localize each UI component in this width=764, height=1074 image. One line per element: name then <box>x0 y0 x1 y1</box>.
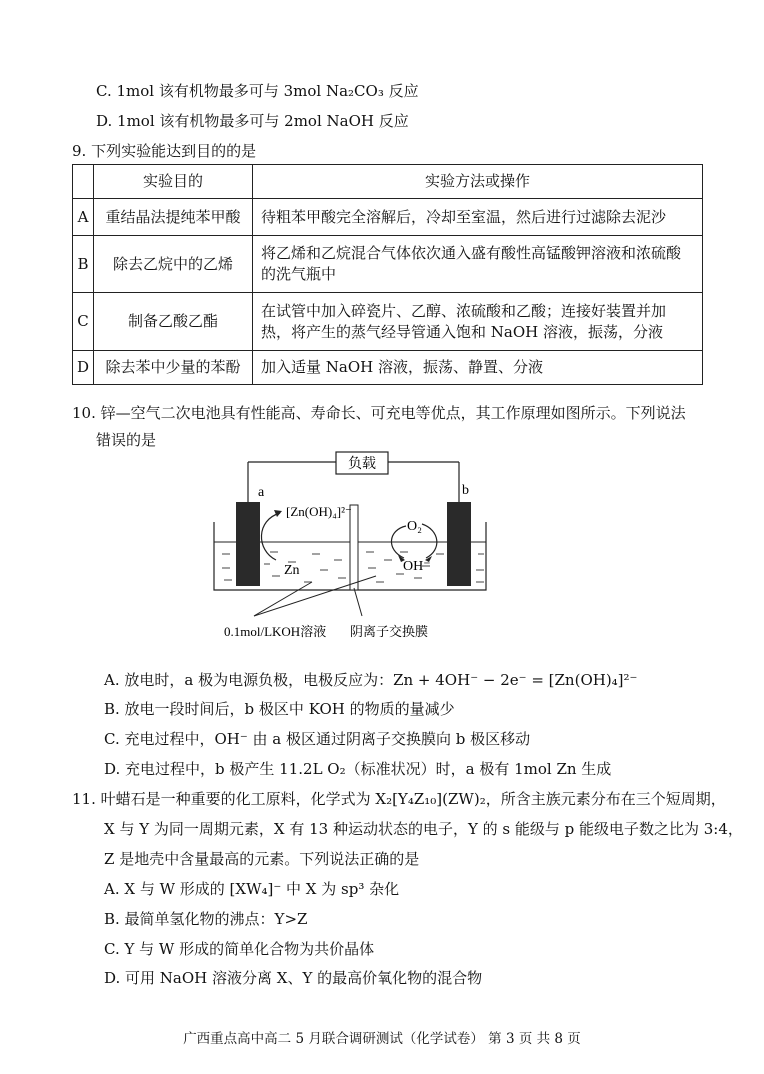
arc-arrow-oh <box>422 524 437 558</box>
table-row <box>73 236 703 293</box>
row-method: 加入适量 NaOH 溶液，振荡、静置、分液 <box>253 351 703 385</box>
q11-stem-line1: 11. 叶蜡石是一种重要的化工原料，化学式为 X₂[Y₄Z₁₀](ZW)₂，所含主族元素分布在三个短周期， <box>72 790 726 808</box>
q8-option-d: D. 1mol 该有机物最多可与 2mol NaOH 反应 <box>96 112 409 130</box>
q10-option-b: B. 放电一段时间后，b 极区中 KOH 的物质的量减少 <box>104 700 455 718</box>
row-purpose: 除去苯中少量的苯酚 <box>94 351 253 385</box>
q8-option-c: C. 1mol 该有机物最多可与 3mol Na₂CO₃ 反应 <box>96 82 419 100</box>
row-purpose: 重结晶法提纯苯甲酸 <box>94 199 253 236</box>
o2-label: O₂ <box>407 519 422 534</box>
electrode-a-label: a <box>258 485 265 500</box>
arrow-head-zincate <box>274 510 282 517</box>
table-header-row <box>73 165 703 199</box>
table-row <box>73 351 703 385</box>
zn-label: Zn <box>284 563 300 578</box>
pointer-membrane <box>354 588 362 616</box>
zincate-label: [Zn(OH)₄]²⁻ <box>286 504 352 519</box>
pointer-electrolyte-left <box>254 582 312 616</box>
page-footer: 广西重点高中高二 5 月联合调研测试（化学试卷） 第 3 页 共 8 页 <box>183 1031 581 1047</box>
electrode-b-label: b <box>462 483 469 498</box>
row-purpose: 制备乙酸乙酯 <box>94 293 253 351</box>
electrode-a <box>236 502 260 586</box>
electrolyte-label: 0.1mol/LKOH溶液 <box>224 624 327 639</box>
load-label: 负载 <box>348 457 376 472</box>
row-method: 待粗苯甲酸完全溶解后，冷却至室温，然后进行过滤除去泥沙 <box>253 199 703 236</box>
row-label: D <box>73 351 94 385</box>
membrane-label: 阴离子交换膜 <box>350 624 429 639</box>
q10-stem-line2: 错误的是 <box>96 431 157 449</box>
q11-option-d: D. 可用 NaOH 溶液分离 X、Y 的最高价氧化物的混合物 <box>104 969 483 987</box>
q10-option-a: A. 放电时，a 极为电源负极，电极反应为：Zn + 4OH⁻ − 2e⁻ = [Zn(OH)₄]²⁻ <box>104 671 638 689</box>
q11-option-a: A. X 与 W 形成的 [XW₄]⁻ 中 X 为 sp³ 杂化 <box>104 880 400 898</box>
battery-diagram <box>200 450 500 650</box>
experiment-table <box>72 164 703 385</box>
q9-stem: 9. 下列实验能达到目的的是 <box>72 142 257 160</box>
q11-option-c: C. Y 与 W 形成的简单化合物为共价晶体 <box>104 940 375 958</box>
electrode-b <box>447 502 471 586</box>
row-label: A <box>73 199 94 236</box>
row-method: 在试管中加入碎瓷片、乙醇、浓硫酸和乙酸；连接好装置并加热，将产生的蒸气经导管通入饱和 NaOH 溶液，振荡，分液 <box>253 293 703 351</box>
q11-stem-line3: Z 是地壳中含量最高的元素。下列说法正确的是 <box>104 850 420 868</box>
q11-stem-line2: X 与 Y 为同一周期元素，X 有 13 种运动状态的电子，Y 的 s 能级与 p 能级电子数之比为 3:4， <box>104 820 743 838</box>
row-method: 将乙烯和乙烷混合气体依次通入盛有酸性高锰酸钾溶液和浓硫酸的洗气瓶中 <box>253 236 703 293</box>
oh-label: OH⁻ <box>403 559 431 574</box>
q10-option-d: D. 充电过程中，b 极产生 11.2L O₂（标准状况）时，a 极有 1mol Zn 生成 <box>104 760 612 778</box>
table-header-cell <box>73 165 94 199</box>
row-purpose: 除去乙烷中的乙烯 <box>94 236 253 293</box>
table-row <box>73 293 703 351</box>
table-row <box>73 199 703 236</box>
q10-stem-line1: 10. 锌—空气二次电池具有性能高、寿命长、可充电等优点，其工作原理如图所示。下列说法 <box>72 404 686 422</box>
q10-option-c: C. 充电过程中，OH⁻ 由 a 极区通过阴离子交换膜向 b 极区移动 <box>104 730 531 748</box>
row-label: C <box>73 293 94 351</box>
row-label: B <box>73 236 94 293</box>
q11-option-b: B. 最简单氢化物的沸点：Y>Z <box>104 910 308 928</box>
pointer-electrolyte-right <box>254 576 376 616</box>
table-header-cell: 实验方法或操作 <box>253 165 703 199</box>
arc-arrow-zincate <box>261 513 280 560</box>
table-header-cell: 实验目的 <box>94 165 253 199</box>
